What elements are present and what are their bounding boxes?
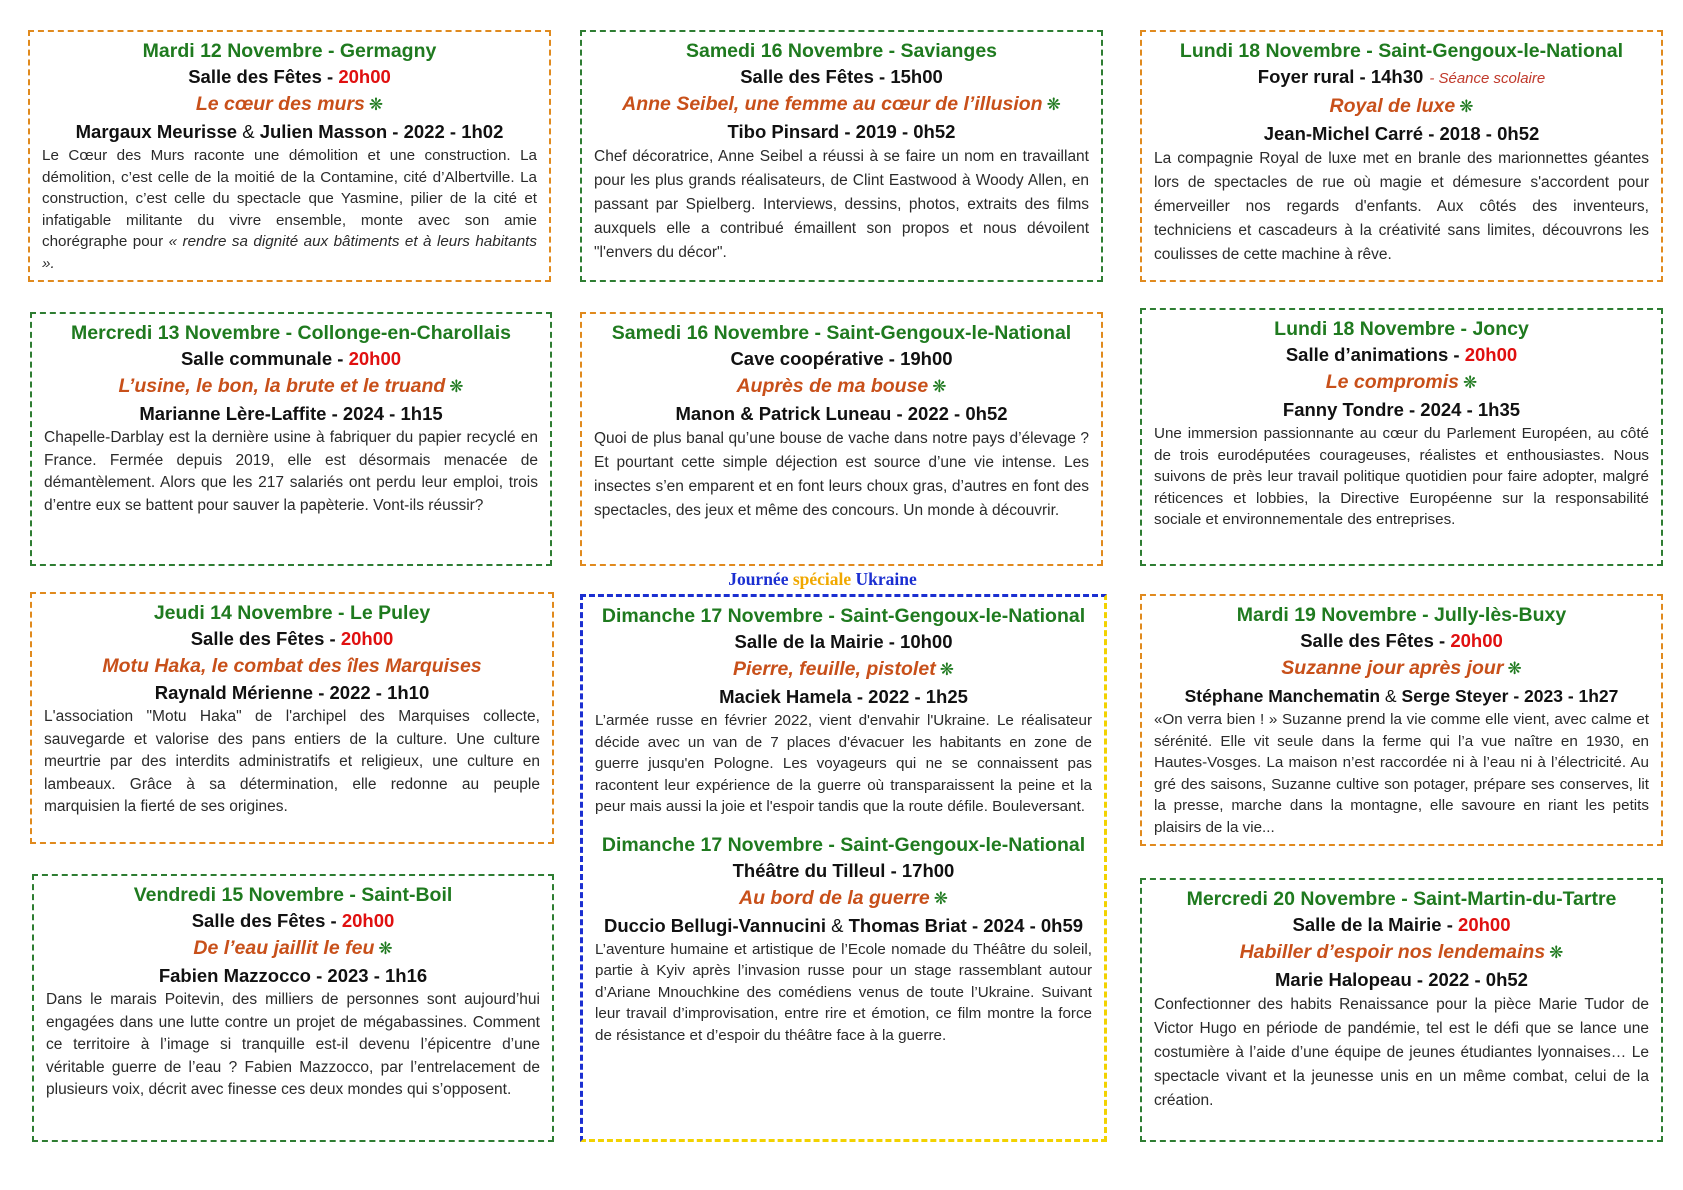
event-card-foyer-rural: [1140, 30, 1663, 282]
event-date: Mercredi 13 Novembre - Collonge-en-Charollais: [71, 322, 511, 344]
event-venue: Salle des Fêtes - 20h00: [1300, 630, 1503, 651]
event-card-cave-cooperative: [580, 312, 1103, 566]
ukraine-special-card: [580, 594, 1107, 1142]
film-description: Une immersion passionnante au cœur du Parlement Européen, au côté de trois eurodéputées courageuses, réalistes et enthousiastes. Nous suivons de près leur travail politique quotidien pour faire adopter, malgré réticences et lobbies, la Directive Européenne sur la responsabilité sociale et environnementale des entreprises.: [1154, 425, 1649, 528]
event-card-jully-les-buxy: [1140, 594, 1663, 846]
film-credits: Margaux Meurisse & Julien Masson - 2022 - 1h02: [75, 121, 504, 142]
event-date: Jeudi 14 Novembre - Le Puley: [153, 602, 431, 624]
event-venue: Salle de la Mairie - 20h00: [1292, 914, 1511, 935]
film-title: Royal de luxe ❋: [1329, 95, 1474, 117]
event-venue: Salle communale - 20h00: [180, 348, 402, 369]
event-card-le-puley: [30, 592, 554, 844]
event-date: Mardi 19 Novembre - Jully-lès-Buxy: [1236, 604, 1567, 626]
event-venue: Cave coopérative - 19h00: [730, 348, 953, 369]
film-description: Dans le marais Poitevin, des milliers de personnes sont aujourd’hui engagées dans une lutte contre un projet de mégabassines. Comment ce territoire à l’image si tranquille est-il devenu l’épicentre d’une véritable guerre de l’eau ? Fabien Mazzocco, par l’entrelacement de plusieurs voix, décrit avec finesse ces deux mondes qui s’opposent.: [46, 991, 540, 1098]
event-card-joncy: [1140, 308, 1663, 566]
event-venue: Théâtre du Tilleul - 17h00: [732, 859, 955, 881]
event-pierre-feuille-pistolet: [591, 603, 1096, 818]
event-date: Dimanche 17 Novembre - Saint-Gengoux-le-National: [601, 605, 1086, 627]
film-description: Quoi de plus banal qu’une bouse de vache dans notre pays d’élevage ? Et pourtant cette simple déjection est source d’une vie intense. Les insectes s’en emparent et en font leurs choux gras, d’autres en font des spectacles, des jeux et même des concours. Un monde à découvrir.: [594, 430, 1089, 519]
event-card-saint-boil: [32, 874, 554, 1142]
film-credits: Fanny Tondre - 2024 - 1h35: [1282, 399, 1521, 420]
film-credits: Stéphane Manchematin & Serge Steyer - 2023 - 1h27: [1184, 686, 1619, 706]
event-venue: Salle des Fêtes - 20h00: [190, 628, 394, 649]
flower-icon: ❋: [1463, 373, 1478, 392]
event-venue: Salle des Fêtes - 20h00: [188, 66, 391, 87]
film-description: La compagnie Royal de luxe met en branle des marionnettes géantes lors de spectacles de rue où magie et démesure s'accordent pour émerveiller nos regards d'enfants. Aux côtés des inventeurs, techniciens et cascadeurs à la créativité sans limites, découvrons les coulisses de cette machine à rêve.: [1154, 150, 1649, 263]
flower-icon: ❋: [368, 95, 384, 114]
film-credits: Maciek Hamela - 2022 - 1h25: [719, 686, 968, 707]
event-venue: Salle de la Mairie - 10h00: [734, 631, 953, 652]
film-title: Au bord de la guerre ❋: [739, 886, 948, 909]
flower-icon: ❋: [932, 377, 947, 396]
flower-icon: ❋: [378, 939, 393, 958]
event-au-bord-de-la-guerre: [591, 832, 1096, 1047]
film-description: Chef décoratrice, Anne Seibel a réussi à se faire un nom en travaillant pour les plus grands réalisateurs, de Clint Eastwood à Woody Allen, en passant par Spielberg. Interviews, dessins, photos, extraits des films auxquels elle a contribué émaillent son propos et nous dévoilent "l'envers du décor".: [594, 148, 1089, 261]
flower-icon: ❋: [1459, 97, 1474, 116]
event-date: Samedi 16 Novembre - Savianges: [685, 40, 998, 62]
event-date: Mardi 12 Novembre - Germagny: [142, 40, 437, 62]
flower-icon: ❋: [939, 660, 954, 679]
event-venue: Salle des Fêtes - 15h00: [740, 66, 943, 87]
film-description: Le Cœur des Murs raconte une démolition et une construction. La démolition, c’est celle de la moitié de la Contamine, cité d’Albertville. La construction, c’est celle du spectacle que Yasmine, pilier de la cité et infatigable militante du vivre ensemble, monte avec son amie chorégraphe pour « rendre sa dignité aux bâtiments et à leurs habitants ».: [42, 147, 537, 272]
special-day-label: Journée spéciale Ukraine: [728, 569, 917, 589]
film-description: L'association "Motu Haka" de l'archipel des Marquises collecte, sauvegarde et valorise des pans entiers de la culture. Une culture meurtrie par des interdits administratifs et religieux, une culture en lambeaux. Grâce à sa détermination, elle redonne au peuple marquisien la fierté de ses origines.: [44, 708, 540, 815]
film-credits: Duccio Bellugi-Vannucini & Thomas Briat - 2024 - 0h59: [603, 914, 1084, 936]
film-title: Auprès de ma bouse ❋: [736, 375, 947, 397]
film-credits: Manon & Patrick Luneau - 2022 - 0h52: [675, 403, 1008, 424]
event-card-germagny: [28, 30, 551, 282]
film-description: L’aventure humaine et artistique de l’Ecole nomade du Théâtre du soleil, partie à Kyiv après l’invasion russe pour un stage rassemblant autour d’Ariane Mnouchkine des comédiens venus de toute l’Ukraine. Suivant leur travail d’improvisation, entre rire et émotion, ce film montre la force de résistance et d’espoir du théâtre face à la guerre.: [595, 940, 1092, 1044]
film-credits: Marianne Lère-Laffite - 2024 - 1h15: [139, 403, 443, 424]
event-venue: Salle des Fêtes - 20h00: [191, 910, 395, 931]
event-venue: Salle d’animations - 20h00: [1285, 344, 1518, 365]
event-card-savianges: [580, 30, 1103, 282]
film-description: «On verra bien ! » Suzanne prend la vie comme elle vient, avec calme et sérénité. Elle vit seule dans la ferme qui l’a vue naître en 1930, en Hautes-Vosges. La maison n’est raccordée ni à l’eau ni à l’électricité. Au gré des saisons, Suzanne cultive son potager, prépare ses conserves, lit la presse, marche dans la montagne, elle savoure en riant les petits plaisirs de la vie...: [1154, 711, 1649, 836]
flower-icon: ❋: [1507, 659, 1522, 678]
film-title: Suzanne jour après jour ❋: [1281, 657, 1522, 679]
film-title: Anne Seibel, une femme au cœur de l’illusion ❋: [622, 93, 1061, 115]
film-title: Motu Haka, le combat des îles Marquises: [102, 655, 482, 677]
film-description: Confectionner des habits Renaissance pour la pièce Marie Tudor de Victor Hugo en période de pandémie, tel est le défi que se lance une costumière à l’aide d’une équipe de jeunes étudiantes lyonnaises… Le spectacle vivant et la jeunesse unis en un même combat, celui de la création.: [1154, 996, 1649, 1109]
film-credits: Jean-Michel Carré - 2018 - 0h52: [1263, 123, 1540, 144]
flower-icon: ❋: [449, 377, 464, 396]
film-description: L’armée russe en février 2022, vient d'envahir l'Ukraine. Le réalisateur décide avec un van de 7 places d'évacuer les habitants en zone de guerre jusqu'en Pologne. Les voyageurs qui ne se connaissent pas racontent leur expérience de la guerre où transparaissent la peine et la peur mais aussi la joie et l'espoir tandis que la route défile. Bouleversant.: [595, 712, 1092, 815]
film-credits: Tibo Pinsard - 2019 - 0h52: [727, 121, 956, 142]
film-credits: Raynald Mérienne - 2022 - 1h10: [154, 682, 430, 703]
flower-icon: ❋: [1549, 943, 1564, 962]
film-title: Pierre, feuille, pistolet ❋: [733, 658, 954, 680]
film-title: Le compromis ❋: [1325, 371, 1478, 393]
film-credits: Fabien Mazzocco - 2023 - 1h16: [158, 965, 428, 986]
event-date: Lundi 18 Novembre - Saint-Gengoux-le-National: [1179, 40, 1624, 62]
film-title: Le cœur des murs ❋: [195, 93, 384, 115]
film-title: De l’eau jaillit le feu ❋: [193, 937, 393, 959]
school-session-note: - Séance scolaire: [1429, 70, 1546, 87]
film-description: Chapelle-Darblay est la dernière usine à fabriquer du papier recyclé en France. Fermée depuis 2019, elle est désormais menacée de démantèlement. Alors que les 217 salariés ont perdu leur emploi, trois d’entre eux se battent pour sauver la papèterie. Vont-ils réussir?: [44, 429, 538, 514]
flower-icon: ❋: [933, 888, 948, 908]
event-date: Vendredi 15 Novembre - Saint-Boil: [133, 884, 453, 906]
event-venue: Foyer rural - 14h30 - Séance scolaire: [1257, 66, 1546, 87]
event-card-collonge: [30, 312, 552, 566]
event-date: Samedi 16 Novembre - Saint-Gengoux-le-National: [611, 322, 1072, 344]
film-credits: Marie Halopeau - 2022 - 0h52: [1275, 969, 1528, 990]
event-date: Mercredi 20 Novembre - Saint-Martin-du-Tartre: [1186, 888, 1617, 910]
film-title: L’usine, le bon, la brute et le truand ❋: [118, 375, 464, 397]
event-card-saint-martin-du-tartre: [1140, 878, 1663, 1142]
flower-icon: ❋: [1046, 95, 1061, 114]
event-date: Lundi 18 Novembre - Joncy: [1274, 318, 1529, 340]
event-date: Dimanche 17 Novembre - Saint-Gengoux-le-National: [601, 833, 1086, 856]
film-title: Habiller d’espoir nos lendemains ❋: [1239, 941, 1564, 963]
